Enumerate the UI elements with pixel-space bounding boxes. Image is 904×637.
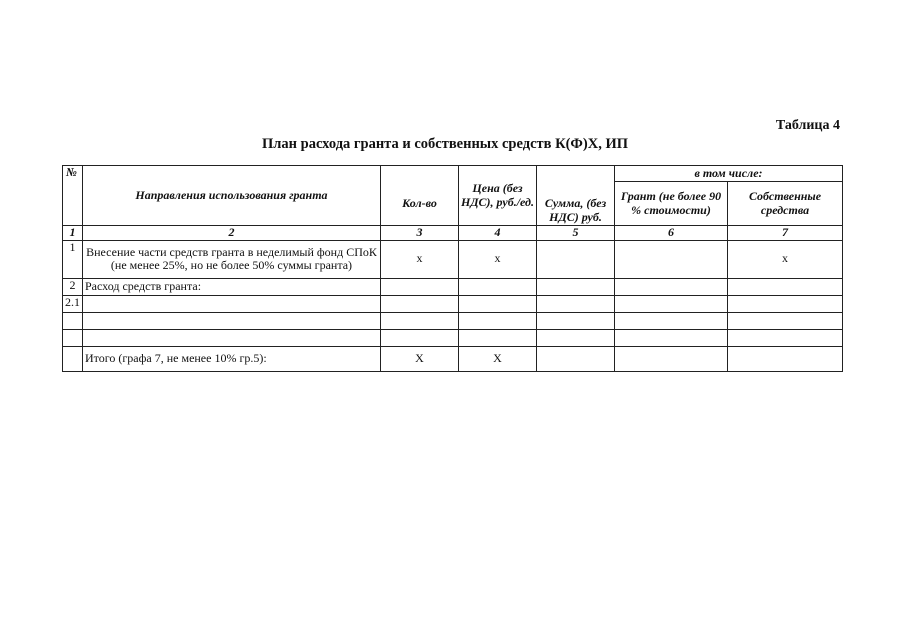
row-own (728, 312, 843, 329)
col-number-4: 4 (459, 226, 537, 241)
total-own (728, 346, 843, 371)
header-qty: Кол-во (381, 166, 459, 226)
row-grant (615, 278, 728, 295)
header-row-top (63, 166, 843, 182)
row-price: х (459, 240, 537, 278)
row-index: 2.1 (63, 295, 83, 312)
total-price: Х (459, 346, 537, 371)
row-own (728, 278, 843, 295)
col-number-3: 3 (381, 226, 459, 241)
row-price (459, 329, 537, 346)
col-number-5: 5 (537, 226, 615, 241)
total-row (63, 346, 843, 371)
table-row (63, 329, 843, 346)
row-qty (381, 295, 459, 312)
row-description (83, 295, 381, 312)
total-description: Итого (графа 7, не менее 10% гр.5): (83, 346, 381, 371)
table-number-label: Таблица 4 (775, 118, 840, 133)
col-number-2: 2 (83, 226, 381, 241)
table-row (63, 240, 843, 278)
row-description: Расход средств гранта: (83, 278, 381, 295)
document-title (0, 136, 904, 153)
row-price (459, 312, 537, 329)
row-sum (537, 278, 615, 295)
row-price (459, 295, 537, 312)
header-own: Собственные средства (728, 182, 843, 226)
total-index (63, 346, 83, 371)
row-sum (537, 329, 615, 346)
row-own (728, 329, 843, 346)
row-index: 1 (63, 240, 83, 278)
header-price: Цена (без НДС), руб./ед. (459, 166, 537, 226)
row-description: Внесение части средств гранта в неделимый фонд СПоК (не менее 25%, но не более 50% суммы гранта) (83, 240, 381, 278)
row-description (83, 312, 381, 329)
row-sum (537, 312, 615, 329)
row-index (63, 312, 83, 329)
row-description (83, 329, 381, 346)
table-row (63, 278, 843, 295)
col-number-7: 7 (728, 226, 843, 241)
table-row (63, 295, 843, 312)
row-grant (615, 312, 728, 329)
col-number-6: 6 (615, 226, 728, 241)
header-including: в том числе: (615, 166, 843, 182)
row-sum (537, 295, 615, 312)
total-qty: Х (381, 346, 459, 371)
col-number-1: 1 (63, 226, 83, 241)
row-grant (615, 295, 728, 312)
header-direction: Направления использования гранта (83, 166, 381, 226)
row-grant (615, 329, 728, 346)
header-sum: Сумма, (без НДС) руб. (537, 166, 615, 226)
document-title-text: План расхода гранта и собственных средств К(Ф)Х, ИП (261, 136, 628, 152)
table-row (63, 312, 843, 329)
row-qty: х (381, 240, 459, 278)
grant-plan-table (62, 165, 843, 372)
header-grant: Грант (не более 90 % стоимости) (615, 182, 728, 226)
row-qty (381, 278, 459, 295)
header-no: № (63, 166, 83, 226)
row-own: х (728, 240, 843, 278)
row-price (459, 278, 537, 295)
row-index: 2 (63, 278, 83, 295)
row-own (728, 295, 843, 312)
row-index (63, 329, 83, 346)
row-qty (381, 329, 459, 346)
total-sum (537, 346, 615, 371)
row-qty (381, 312, 459, 329)
row-sum (537, 240, 615, 278)
row-grant (615, 240, 728, 278)
total-grant (615, 346, 728, 371)
column-number-row (63, 226, 843, 241)
